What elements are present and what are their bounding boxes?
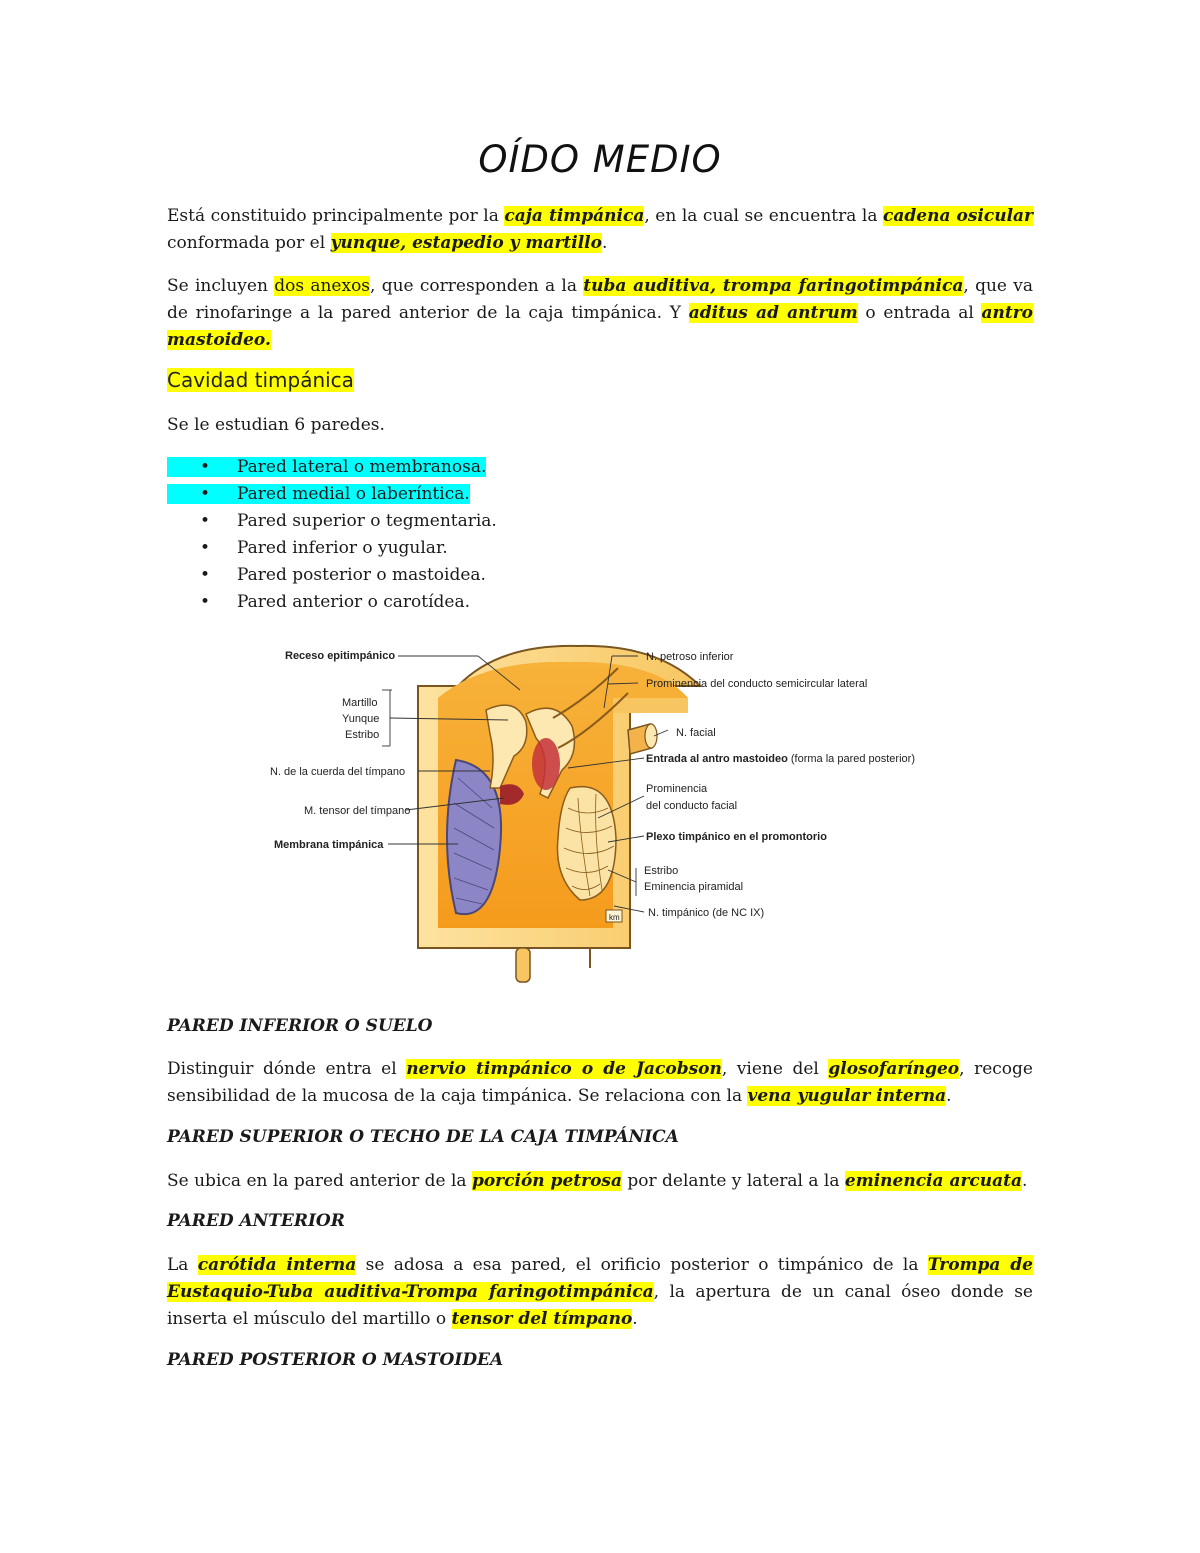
list-item: • Pared lateral o membranosa. [167,454,497,481]
intro-paragraph [167,203,1033,257]
anterior-paragraph: La carótida interna se adosa a esa pared, el orificio posterior o timpánico de la Trompa de Eustaquio-Tuba auditiva-Trompa faringotimpánica, la apertura de un canal óseo donde se inserta el músculo del martillo o tensor del tímpano. [167,1255,1033,1329]
highlight-term: Trompa de Eustaquio-Tuba auditiva-Trompa faringotimpánica [167,1255,1033,1302]
highlight-term: dos anexos [274,276,371,296]
bullet-icon: • [200,484,211,504]
paredes-intro: Se le estudian 6 paredes. [167,415,385,435]
label-prom-facial-2: del conducto facial [646,800,738,812]
highlight-term: eminencia arcuata [844,1171,1023,1191]
list-item: • Pared posterior o mastoidea. [167,562,497,589]
text-run: . [601,233,608,253]
label-receso: Receso epitimpánico [285,650,396,662]
anterior-heading: PARED ANTERIOR [167,1211,345,1231]
label-prominencia-semicircular: Prominencia del conducto semicircular lateral [646,678,868,690]
label-membrana: Membrana timpánica [274,839,384,851]
label-timpanico: N. timpánico (de NC IX) [648,907,765,919]
highlight-term: glosofaríngeo [828,1059,960,1079]
highlight-term: cadena osicular [883,206,1034,226]
list-item: • Pared inferior o yugular. [167,535,497,562]
label-yunque: Yunque [342,713,380,725]
bullet-icon: • [200,538,211,558]
label-petroso: N. petroso inferior [646,651,734,663]
anexos-paragraph [167,273,1033,354]
highlight-term: tuba auditiva, trompa faringotimpánica [583,276,964,296]
highlight-term: nervio timpánico o de Jacobson [406,1059,722,1079]
text-run: , en la cual se encuentra la [644,206,884,226]
label-estribo: Estribo [345,729,380,741]
middle-ear-diagram [268,638,938,990]
label-cuerda: N. de la cuerda del tímpano [270,766,406,778]
text-run: , que va de rinofaringe a la pared anterior de la caja timpánica. Y [167,276,1034,323]
inferior-paragraph: Distinguir dónde entra el nervio timpánico o de Jacobson, viene del glosofaríngeo, recoge sensibilidad de la mucosa de la caja timpánica. Se relaciona con la vena yugular interna. [167,1059,1033,1106]
list-item: • Pared anterior o carotídea. [167,589,497,616]
label-facial: N. facial [676,727,716,739]
text-run: , que corresponden a la [370,276,584,296]
label-prom-facial-1: Prominencia [646,783,708,795]
label-estribo-2: Estribo [644,865,679,877]
superior-heading: PARED SUPERIOR O TECHO DE LA CAJA TIMPÁNICA [167,1127,679,1147]
label-entrada: Entrada al antro mastoideo (forma la pared posterior) [646,753,915,765]
bullet-icon: • [200,457,211,477]
label-plexo: Plexo timpánico en el promontorio [646,831,827,843]
bullet-icon: • [200,511,211,531]
highlight-term: caja timpánica [504,206,645,226]
text-run: o entrada al [857,303,982,323]
text-run: Se incluyen [167,276,275,296]
label-eminencia: Eminencia piramidal [644,881,744,893]
highlight-term: antro mastoideo. [167,303,1033,350]
bullet-icon: • [200,592,211,612]
label-tensor: M. tensor del tímpano [304,805,411,817]
page-title: OÍDO MEDIO [478,138,722,181]
corner-mark: km [609,913,620,922]
cavidad-heading: Cavidad timpánica [167,368,354,392]
posterior-heading: PARED POSTERIOR O MASTOIDEA [167,1350,504,1370]
highlight-term: porción petrosa [471,1171,622,1191]
walls-list [167,454,497,616]
text-run: Está constituido principalmente por la [167,206,505,226]
text-run: conformada por el [167,233,331,253]
label-martillo: Martillo [342,697,378,709]
highlight-term: aditus ad antrum [688,303,858,323]
superior-paragraph: Se ubica en la pared anterior de la porción petrosa por delante y lateral a la eminencia arcuata. [167,1171,1028,1191]
list-item: • Pared superior o tegmentaria. [167,508,497,535]
inferior-heading: PARED INFERIOR O SUELO [167,1016,433,1036]
plexus-shape [557,787,616,900]
list-item: • Pared medial o laberíntica. [167,481,497,508]
highlight-term: tensor del tímpano [451,1309,633,1329]
highlight-term: vena yugular interna [747,1086,947,1106]
bullet-icon: • [200,565,211,585]
highlight-term: yunque, estapedio y martillo [330,233,602,253]
highlight-term: carótida interna [197,1255,357,1275]
